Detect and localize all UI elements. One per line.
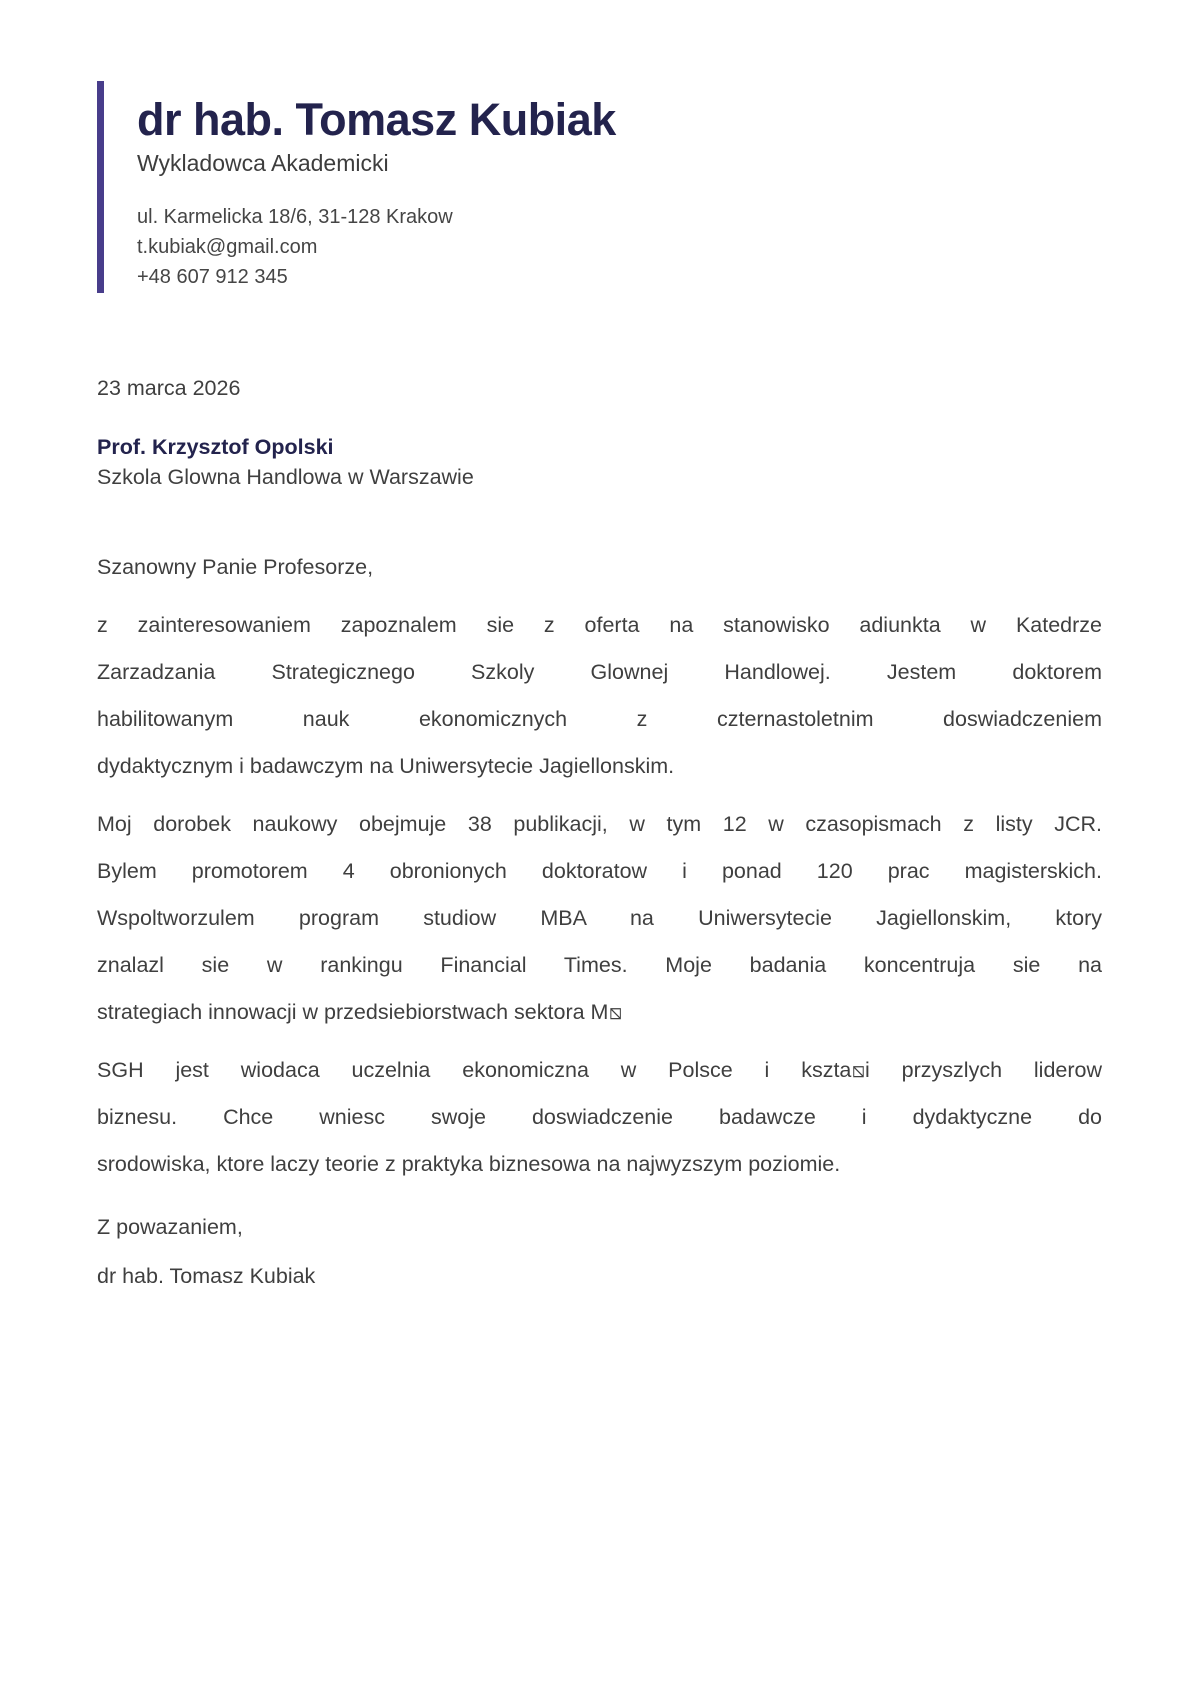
header-content [104,81,616,293]
sender-email: t.kubiak@gmail.com [137,236,318,258]
sender-address: ul. Karmelicka 18/6, 31-128 Krakow [137,206,453,228]
body-line: znalazl sie w rankingu Financial Times. Moje badania koncentruja sie na [97,953,1102,977]
body-line: Wspoltworzulem program studiow MBA na Uniwersytecie Jagiellonskim, ktory [97,906,1102,930]
paragraph [97,602,1102,790]
recipient-block [97,432,1102,492]
letter-body [97,602,1102,1188]
paragraph [97,1047,1102,1188]
body-line: habilitowanym nauk ekonomicznych z czternastoletnim doswiadczeniem [97,707,1102,731]
body-line: Bylem promotorem 4 obronionych doktoratow i ponad 120 prac magisterskich. [97,859,1102,883]
body-line: z zainteresowaniem zapoznalem sie z oferta na stanowisko adiunkta w Katedrze [97,613,1102,637]
sender-name: dr hab. Tomasz Kubiak [137,94,616,145]
body-line: Moj dorobek naukowy obejmuje 38 publikacji, w tym 12 w czasopismach z listy JCR. [97,812,1102,836]
body-line: SGH jest wiodaca uczelnia ekonomiczna w Polsce i kszta⧅i przyszlych liderow [97,1058,1102,1082]
body-line: srodowiska, ktore laczy teorie z praktyka biznesowa na najwyzszym poziomie. [97,1152,841,1176]
recipient-name: Prof. Krzysztof Opolski [97,435,334,459]
closing: Z powazaniem, [97,1215,243,1239]
sender-phone: +48 607 912 345 [137,266,288,288]
sender-job-title: Wykladowca Akademicki [137,150,389,176]
body-line: biznesu. Chce wniesc swoje doswiadczenie badawcze i dydaktyczne do [97,1105,1102,1129]
sender-contact-block [137,202,616,292]
body-line: Zarzadzania Strategicznego Szkoly Glownej Handlowej. Jestem doktorem [97,660,1102,684]
body-line: dydaktycznym i badawczym na Uniwersytecie Jagiellonskim. [97,754,675,778]
body-line: strategiach innowacji w przedsiebiorstwach sektora M⧅ [97,1000,623,1024]
letter-header [97,81,1102,293]
signature: dr hab. Tomasz Kubiak [97,1264,316,1288]
accent-bar [97,81,104,293]
paragraph [97,801,1102,1036]
letter-date: 23 marca 2026 [97,376,241,400]
salutation: Szanowny Panie Profesorze, [97,555,374,579]
recipient-organization: Szkola Glowna Handlowa w Warszawie [97,465,474,489]
